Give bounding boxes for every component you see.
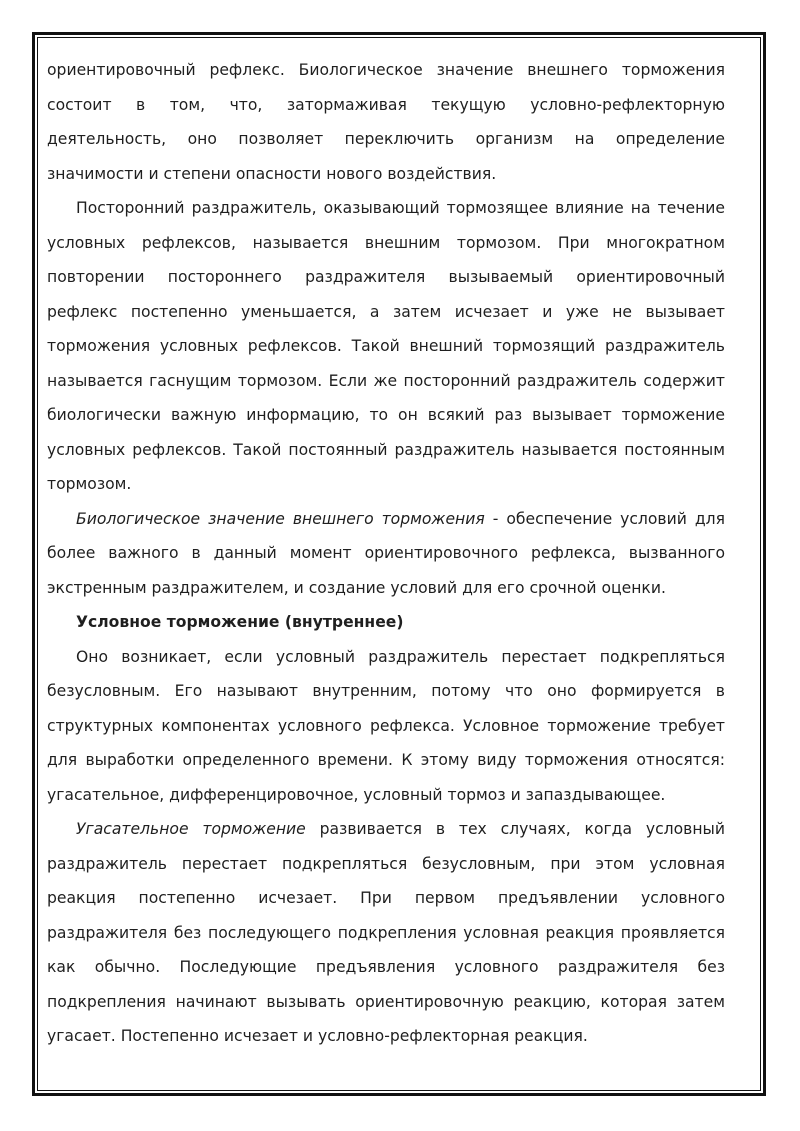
paragraph-5 bbox=[47, 812, 725, 1054]
paragraph-5-text: развивается в тех случаях, когда условный раздражитель перестает подкрепляться безусловным, при этом условная реакция постепенно исчезает. При первом предъявлении условного раздражителя без последующего подкрепления условная реакция проявляется как обычно. Последующие предъявления условного раздражителя без подкрепления начинают вызывать ориентировочную реакцию, которая затем угасает. Постепенно исчезает и условно-рефлекторная реакция. bbox=[47, 820, 725, 1045]
paragraph-2: Посторонний раздражитель, оказывающий тормозящее влияние на течение условных рефлексов, называется внешним тормозом. При многократном повторении постороннего раздражителя вызываемый ориентировочный рефлекс постепенно уменьшается, а затем исчезает и уже не вызывает торможения условных рефлексов. Такой внешний тормозящий раздражитель называется гаснущим тормозом. Если же посторонний раздражитель содержит биологически важную информацию, то он всякий раз вызывает торможение условных рефлексов. Такой постоянный раздражитель называется постоянным тормозом. bbox=[47, 199, 725, 493]
term-biological-significance: Биологическое значение внешнего торможения bbox=[76, 509, 485, 528]
paragraph-3 bbox=[47, 502, 725, 606]
paragraph-1: ориентировочный рефлекс. Биологическое значение внешнего торможения состоит в том, что, затормаживая текущую условно-рефлекторную деятельность, оно позволяет переключить организм на определение значимости и степени опасности нового воздействия. bbox=[47, 61, 725, 183]
paragraph-3-text: - обеспечение условий для более важного в данный момент ориентировочного рефлекса, вызванного экстренным раздражителем, и создание условий для его срочной оценки. bbox=[47, 509, 725, 597]
paragraph-4: Оно возникает, если условный раздражитель перестает подкрепляться безусловным. Его называют внутренним, потому что оно формируется в структурных компонентах условного рефлекса. Условное торможение требует для выработки определенного времени. К этому виду торможения относятся: угасательное, дифференцировочное, условный тормоз и запаздывающее. bbox=[47, 647, 725, 804]
document-body bbox=[47, 53, 725, 1054]
term-extinction-inhibition: Угасательное торможение bbox=[76, 820, 306, 838]
section-heading: Условное торможение (внутреннее) bbox=[76, 613, 404, 631]
